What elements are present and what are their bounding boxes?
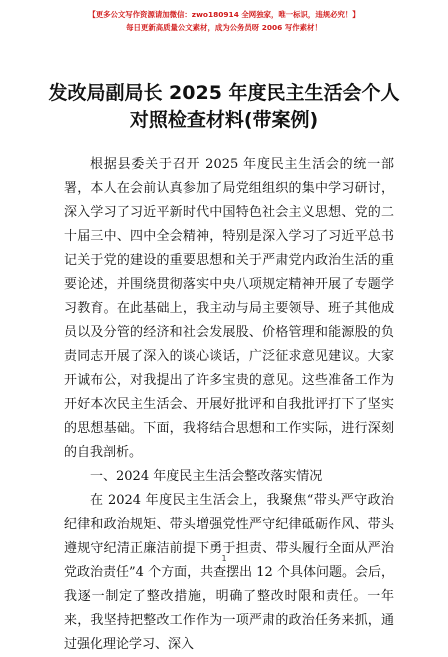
section-heading: 一、2024 年度民主生活会整改落实情况 [90,469,323,484]
body-paragraph: 在 2024 年度民主生活会上，我聚焦“带头严守政治纪律和政治规矩、带头增强党性严守纪律砥砺作风、带头遵规守纪清正廉洁前提下勇于担责、带头履行全面从严治党政治责任”4 个方面，共查摆出 12 个具体问题。会后，我逐一制定了整改措施，明确了整改时限和责任。一年来，我坚持把整改工作作为一项严肃的政治任务来抓，通过强化理论学习、深入 [64,493,394,652]
promo-banner-line-1: 【更多公文写作资源请加微信：zwo180914 全网独家，唯一标识，违规必究！】 [88,10,360,19]
page-number: 1 [221,554,227,563]
document-body [64,153,394,657]
body-paragraph: 根据县委关于召开 2025 年度民主生活会的统一部署，本人在会前认真参加了局党组组织的集中学习研讨，深入学习了习近平新时代中国特色社会主义思想、党的二十届三中、四中全会精神，特别是深入学习了习近平总书记关于党的建设的重要思想和关于严肃党内政治生活的重要论述，并围绕贯彻落实中央八项规定精神开展了专题学习教育。在此基础上，我主动与局主要领导、班子其他成员以及分管的经济和社会发展股、价格管理和能源股的负责同志开展了深入的谈心谈话，广泛征求意见建议。大家开诚布公，对我提出了许多宝贵的意见。这些准备工作为开好本次民主生活会、开展好批评和自我批评打下了坚实的思想基础。下面，我将结合思想和工作实际，进行深刻的自我剖析。 [64,157,394,460]
promo-banner-line-2: 每日更新高质量公文素材，成为公务员呀 2006 写作素材！ [126,23,322,32]
document-title: 发改局副局长 2025 年度民主生活会个人对照检查材料(带案例) [48,82,400,131]
